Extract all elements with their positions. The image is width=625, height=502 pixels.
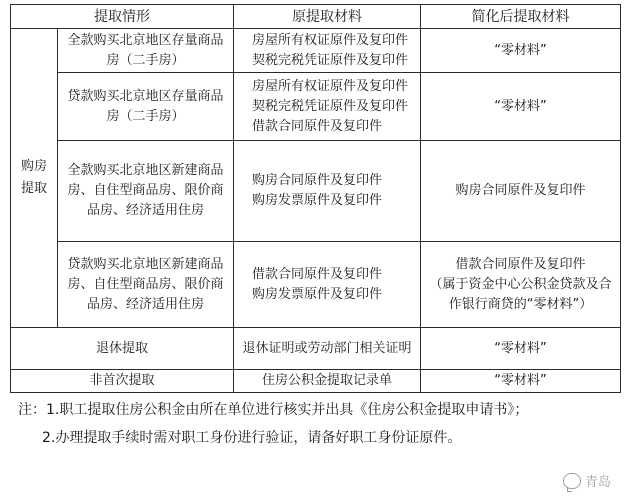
original-materials-cell: 房屋所有权证原件及复印件 契税完税凭证原件及复印件 [234,29,421,73]
table-row [11,29,621,73]
notes-section [18,396,618,452]
note-1: 注：1.职工提取住房公积金由所在单位进行核实并出具《住房公积金提取申请书》； [18,402,529,418]
original-materials-cell: 购房合同原件及复印件 购房发票原件及复印件 [234,141,421,242]
group-label-purchase: 购房 提取 [11,29,58,328]
header-situation: 提取情形 [11,5,234,29]
simplified-materials-cell: “零材料” [421,29,621,73]
situation-cell: 全款购买北京地区存量商品房（二手房） [58,29,234,73]
table-row [11,141,621,242]
table-row [11,370,621,393]
note-2: 2.办理提取手续时需对职工身份进行验证，请备好职工身份证原件。 [42,430,462,446]
header-original: 原提取材料 [234,5,421,29]
simplified-materials-cell: “零材料” [421,370,621,393]
table-row [11,242,621,328]
original-materials-cell: 住房公积金提取记录单 [234,370,421,393]
situation-cell: 贷款购买北京地区存量商品房（二手房） [58,73,234,141]
original-materials-cell: 借款合同原件及复印件 购房发票原件及复印件 [234,242,421,328]
table-row [11,328,621,370]
simplified-materials-cell: 购房合同原件及复印件 [421,141,621,242]
original-materials-cell: 退休证明或劳动部门相关证明 [234,328,421,370]
situation-cell: 退休提取 [11,328,234,370]
wechat-icon [563,473,581,489]
table-row [11,73,621,141]
original-materials-cell: 房屋所有权证原件及复印件 契税完税凭证原件及复印件 借款合同原件及复印件 [234,73,421,141]
situation-cell: 非首次提取 [11,370,234,393]
simplified-materials-cell: “零材料” [421,73,621,141]
watermark-text: 青岛 [584,475,611,490]
situation-cell: 全款购买北京地区新建商品房、自住型商品房、限价商品房、经济适用住房 [58,141,234,242]
table-header-row [11,5,621,29]
materials-table [10,4,621,393]
watermark [563,471,611,490]
header-simplified: 简化后提取材料 [421,5,621,29]
simplified-materials-cell: “零材料” [421,328,621,370]
situation-cell: 贷款购买北京地区新建商品房、自住型商品房、限价商品房、经济适用住房 [58,242,234,328]
simplified-materials-cell: 借款合同原件及复印件 （属于资金中心公积金贷款及合作银行商贷的“零材料”） [421,242,621,328]
